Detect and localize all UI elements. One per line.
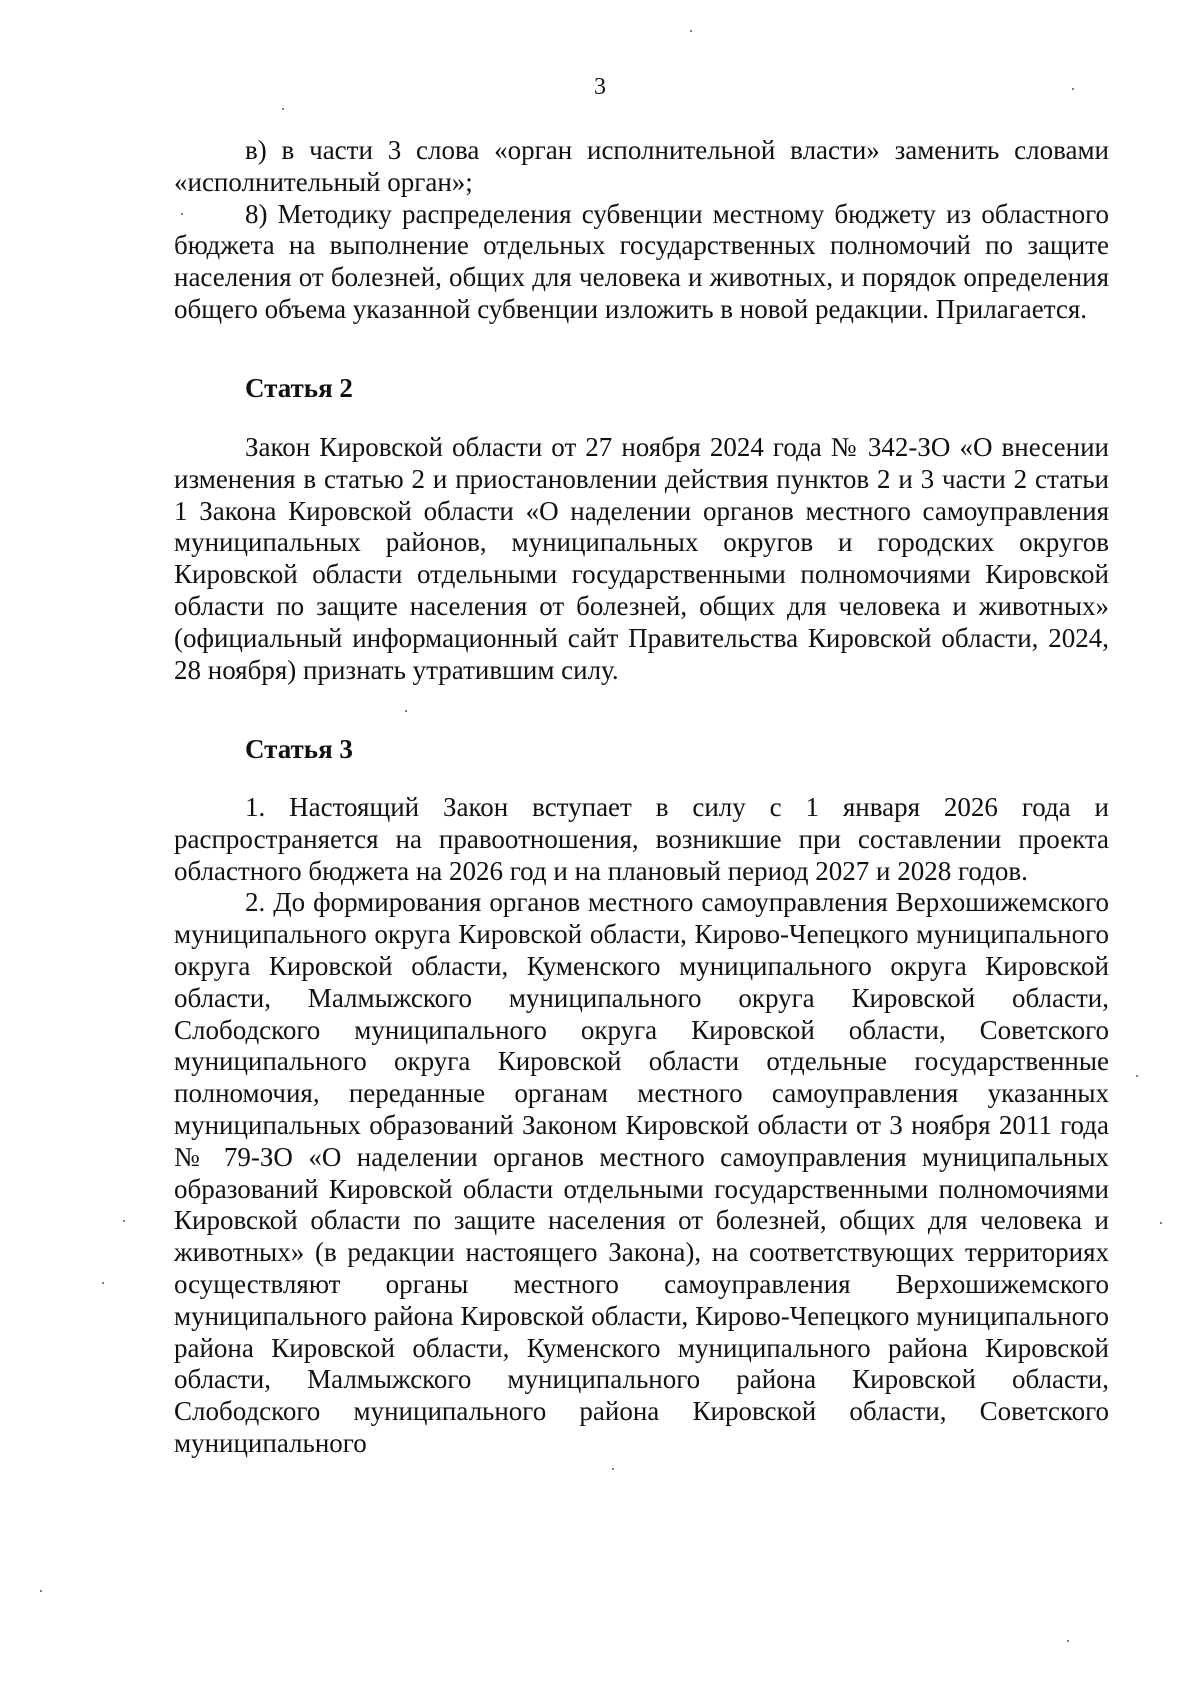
scan-speck bbox=[40, 1590, 42, 1592]
scan-speck bbox=[123, 1220, 125, 1222]
scan-speck bbox=[405, 710, 407, 712]
amendment-list bbox=[174, 135, 1109, 326]
article-3-item-1: 1. Настоящий Закон вступает в силу с 1 января 2026 года и распространяется на правоотношения, возникшие при составлении проекта областного бюджета на 2026 год и на плановый период 2027 и 2028 годов. bbox=[174, 792, 1109, 886]
article-2-heading: Статья 2 bbox=[245, 373, 353, 403]
amendment-item-8: 8) Методику распределения субвенции местному бюджету из областного бюджета на выполнение отдельных государственных полномочий по защите населения от болезней, общих для человека и животных, и порядок определения общего объема указанной субвенции изложить в новой редакции. Прилагается. bbox=[174, 198, 1109, 324]
article-3-body bbox=[174, 792, 1109, 1460]
scan-speck bbox=[1072, 88, 1074, 90]
scan-speck bbox=[612, 1468, 614, 1470]
scan-speck bbox=[1160, 1222, 1162, 1224]
article-3-heading: Статья 3 bbox=[245, 734, 353, 764]
scan-speck bbox=[690, 30, 692, 32]
article-2-body bbox=[174, 432, 1109, 686]
scan-speck bbox=[282, 108, 284, 110]
scan-speck bbox=[1136, 1075, 1138, 1077]
article-3-item-2: 2. До формирования органов местного самоуправления Верхошижемского муниципального округа Кировской области, Кирово-Чепецкого муниципального округа Кировской области, Куменского муниципального округа Кировской области, Малмыжского муниципального округа Кировской области, Слободского муниципального округа Кировской области, Советского муниципального округа Кировской области отдельные государственные полномочия, переданные органам местного самоуправления указанных муниципальных образований Законом Кировской области от 3 ноября 2011 года № 79-ЗО «О наделении органов местного самоуправления муниципальных образований Кировской области отдельными государственными полномочиями Кировской области по защите населения от болезней, общих для человека и животных» (в редакции настоящего Закона), на соответствующих территориях осуществляют органы местного самоуправления Верхошижемского муниципального района Кировской области, Кирово-Чепецкого муниципального района Кировской области, Куменского муниципального района Кировской области, Малмыжского муниципального района Кировской области, Слободского муниципального района Кировской области, Советского муниципального bbox=[174, 887, 1109, 1458]
scan-speck bbox=[181, 213, 183, 215]
scan-speck bbox=[1067, 1640, 1069, 1642]
scan-speck bbox=[102, 1282, 104, 1284]
page-number: 3 bbox=[594, 74, 606, 100]
article-2-paragraph: Закон Кировской области от 27 ноября 2024 года № 342-ЗО «О внесении изменения в статью 2 и приостановлении действия пунктов 2 и 3 части 2 статьи 1 Закона Кировской области «О наделении органов местного самоуправления муниципальных районов, муниципальных округов и городских округов Кировской области отдельными государственными полномочиями Кировской области по защите населения от болезней, общих для человека и животных» (официальный информационный сайт Правительства Кировской области, 2024, 28 ноября) признать утратившим силу. bbox=[174, 432, 1109, 685]
amendment-item-v: в) в части 3 слова «орган исполнительной власти» заменить словами «исполнительный орган»; bbox=[174, 135, 1109, 197]
